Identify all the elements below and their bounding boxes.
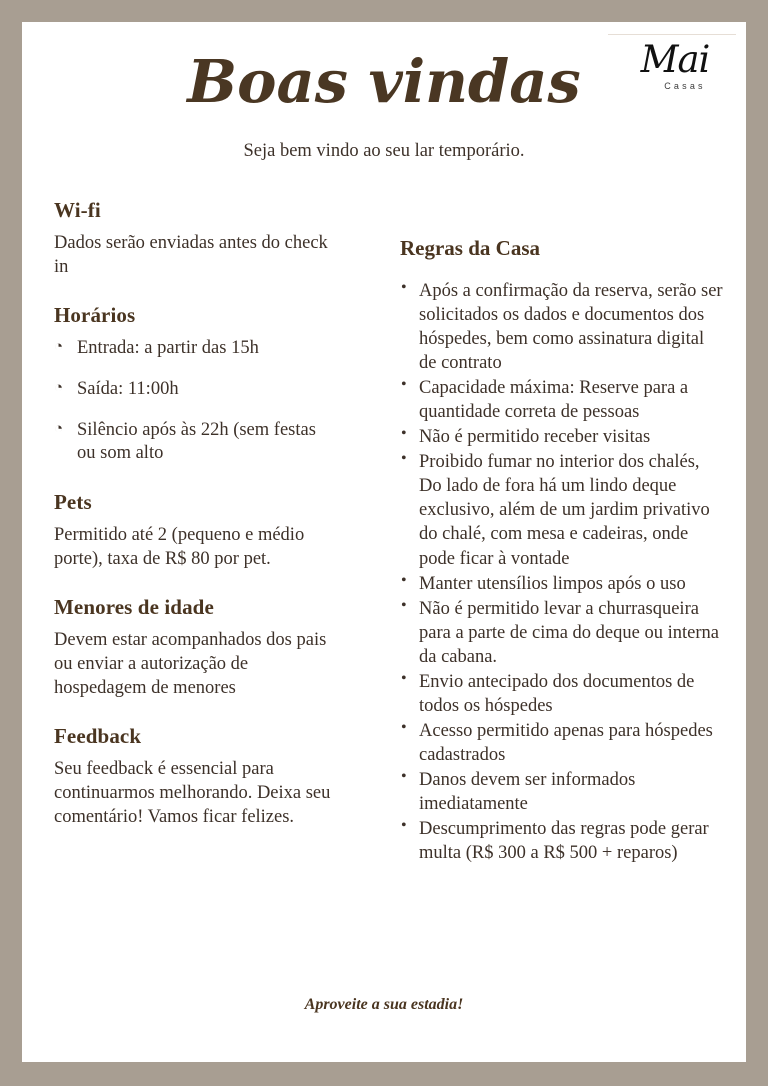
horarios-item-label: Saída: 11:00h	[77, 379, 179, 400]
brand-script-name: Mai	[640, 38, 710, 81]
left-column	[22, 170, 358, 866]
list-item: • Proibido fumar no interior dos chalés, Do lado de fora há um lindo deque exclusivo, além de um jardim privativo do chalé, com mesa e cadeiras, onde pode ficar à vontade	[400, 450, 726, 570]
list-item: • Após a confirmação da reserva, serão ser solicitados os dados e documentos dos hóspedes, bem como assinatura digital de contrato	[400, 279, 726, 375]
horarios-item-label: Silêncio após às 22h (sem festas ou som alto	[77, 419, 316, 464]
list-item	[54, 419, 336, 466]
list-item: • Não é permitido levar a churrasqueira para a parte de cima do deque ou interna da cabana.	[400, 597, 726, 669]
section-wifi	[54, 198, 336, 279]
section-text-menores: Devem estar acompanhados dos pais ou enviar a autorização de hospedagem de menores	[54, 630, 327, 698]
horarios-item-label: Entrada: a partir das 15h	[77, 338, 259, 359]
section-text-wifi: Dados serão enviadas antes do check in	[54, 233, 328, 277]
section-text-feedback: Seu feedback é essencial para continuarmos melhorando. Deixa seu comentário! Vamos ficar felizes.	[54, 759, 331, 827]
list-item	[54, 337, 336, 361]
content-columns	[22, 170, 746, 866]
section-menores	[54, 595, 336, 700]
list-item: • Envio antecipado dos documentos de todos os hóspedes	[400, 670, 726, 718]
document-page	[22, 22, 746, 1062]
section-feedback	[54, 724, 336, 829]
list-item: • Manter utensílios limpos após o uso	[400, 572, 726, 596]
section-pets	[54, 490, 336, 571]
page-subtitle: Seja bem vindo ao seu lar temporário.	[243, 141, 525, 161]
clock-icon: ◔	[54, 339, 64, 356]
page-title: Boas vindas	[187, 47, 581, 116]
right-column	[358, 170, 746, 866]
section-text-pets: Permitido até 2 (pequeno e médio porte), taxa de R$ 80 por pet.	[54, 525, 305, 569]
horarios-list	[54, 337, 336, 466]
page-footer-text: Aproveite a sua estadia!	[304, 996, 464, 1013]
section-heading-menores: Menores de idade	[54, 595, 214, 620]
document-header	[22, 22, 746, 170]
section-heading-feedback: Feedback	[54, 724, 142, 749]
section-heading-regras: Regras da Casa	[400, 236, 540, 260]
list-item: • Danos devem ser informados imediatamente	[400, 768, 726, 816]
regras-list	[380, 279, 726, 865]
section-heading-wifi: Wi-fi	[54, 198, 101, 222]
brand-subtitle: Casas	[664, 81, 706, 91]
list-item: • Acesso permitido apenas para hóspedes cadastrados	[400, 719, 726, 767]
clock-icon: ◔	[54, 380, 64, 397]
list-item: • Capacidade máxima: Reserve para a quantidade correta de pessoas	[400, 376, 726, 424]
brand-divider	[608, 34, 736, 35]
list-item: • Não é permitido receber visitas	[400, 425, 726, 449]
section-heading-horarios: Horários	[54, 303, 136, 328]
section-horarios	[54, 303, 336, 466]
section-heading-pets: Pets	[54, 490, 92, 515]
clock-icon: ◔	[54, 420, 64, 437]
list-item: • Descumprimento das regras pode gerar multa (R$ 300 a R$ 500 + reparos)	[400, 817, 726, 865]
list-item	[54, 378, 336, 402]
